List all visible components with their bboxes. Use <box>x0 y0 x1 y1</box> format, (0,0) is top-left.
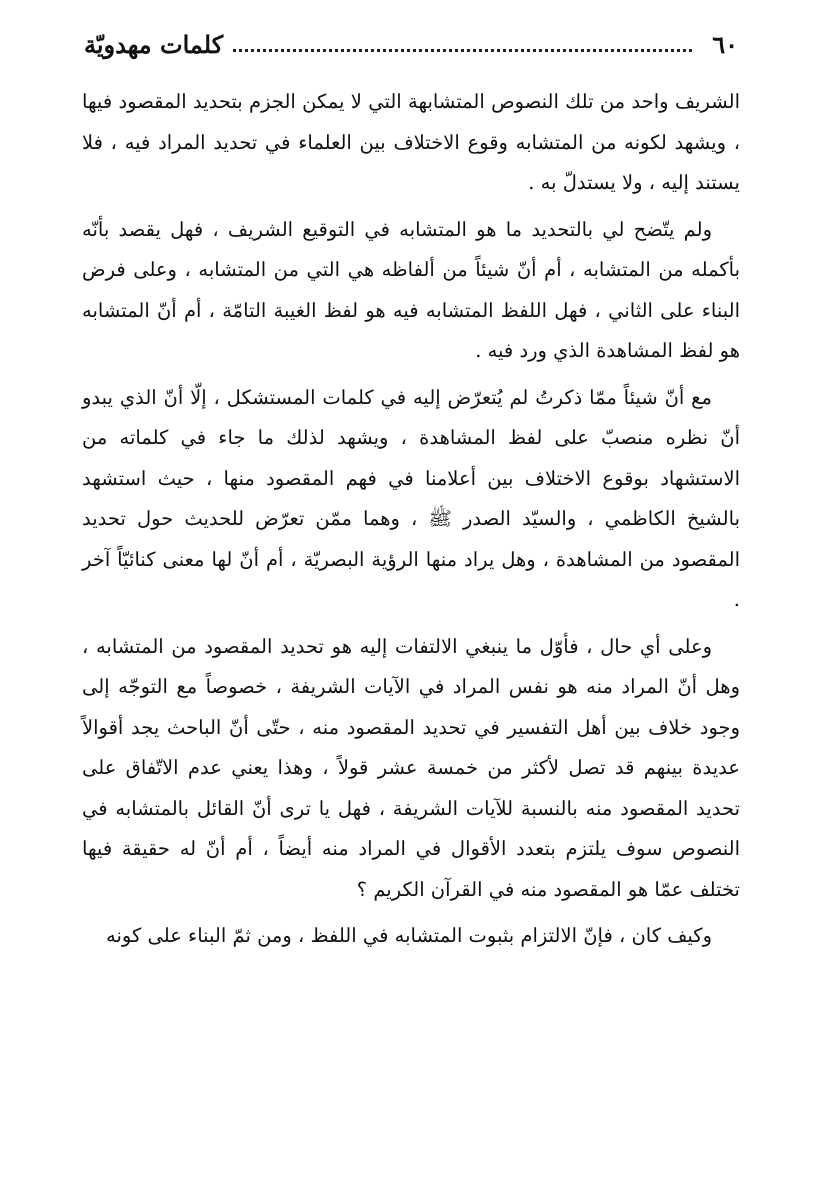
paragraph-4: وعلى أي حال ، فأوّل ما ينبغي الالتفات إليه هو تحديد المقصود من المتشابه ، وهل أنّ المراد منه هو نفس المراد في الآيات الشريفة ، خصوصاً مع التوجّه إلى وجود خلاف بين أهل التفسير في تحديد المقصود منه ، حتّى أنّ الباحث يجد أقوالاً عديدة بينهم قد تصل لأكثر من خمسة عشر قولاً ، وهذا يعني عدم الاتّفاق على تحديد المقصود منه بالنسبة للآيات الشريفة ، فهل يا ترى أنّ القائل بالمتشابه في النصوص سوف يلتزم بتعدد الأقوال في المراد منه أيضاً ، أم أنّ له حقيقة فيها تختلف عمّا هو المقصود منه في القرآن الكريم ؟ <box>82 634 740 901</box>
paragraph-3: مع أنّ شيئاً ممّا ذكرتُ لم يُتعرّض إليه في كلمات المستشكل ، إلّا أنّ الذي يبدو أنّ نظره منصبّ على لفظ المشاهدة ، ويشهد لذلك ما جاء في كلماته من الاستشهاد بوقوع الاختلاف بين أعلامنا في فهم المقصود منها ، حيث استشهد بالشيخ الكاظمي ، والسيّد الصدر ﷺ ، وهما ممّن تعرّض للحديث حول تحديد المقصود من المشاهدة ، وهل يراد منها الرؤية البصريّة ، أم أنّ لها معنى كنائيّاً آخر . <box>82 385 740 611</box>
page-body <box>82 82 740 963</box>
header-dotted-leader <box>233 49 692 52</box>
page-header <box>84 24 738 64</box>
running-title: كلمات مهدويّة <box>84 29 224 59</box>
paragraph-2: ولم يتّضح لي بالتحديد ما هو المتشابه في التوقيع الشريف ، فهل يقصد بأنّه بأكمله من المتشابه ، أم أنّ شيئاً من ألفاظه هي التي من المتشابه ، وعلى فرض البناء على الثاني ، فهل اللفظ المتشابه فيه هو لفظ الغيبة التامّة ، أم أنّ المتشابه هو لفظ المشاهدة الذي ورد فيه . <box>82 217 740 362</box>
paragraph-1: الشريف واحد من تلك النصوص المتشابهة التي لا يمكن الجزم بتحديد المقصود فيها ، ويشهد لكونه من المتشابه وقوع الاختلاف بين العلماء في تحديد المراد فيه ، فلا يستند إليه ، ولا يستدلّ به . <box>82 90 740 194</box>
page-number: ٦٠ <box>712 29 738 59</box>
paragraph-5: وكيف كان ، فإنّ الالتزام بثبوت المتشابه في اللفظ ، ومن ثمّ البناء على كونه <box>106 924 712 947</box>
